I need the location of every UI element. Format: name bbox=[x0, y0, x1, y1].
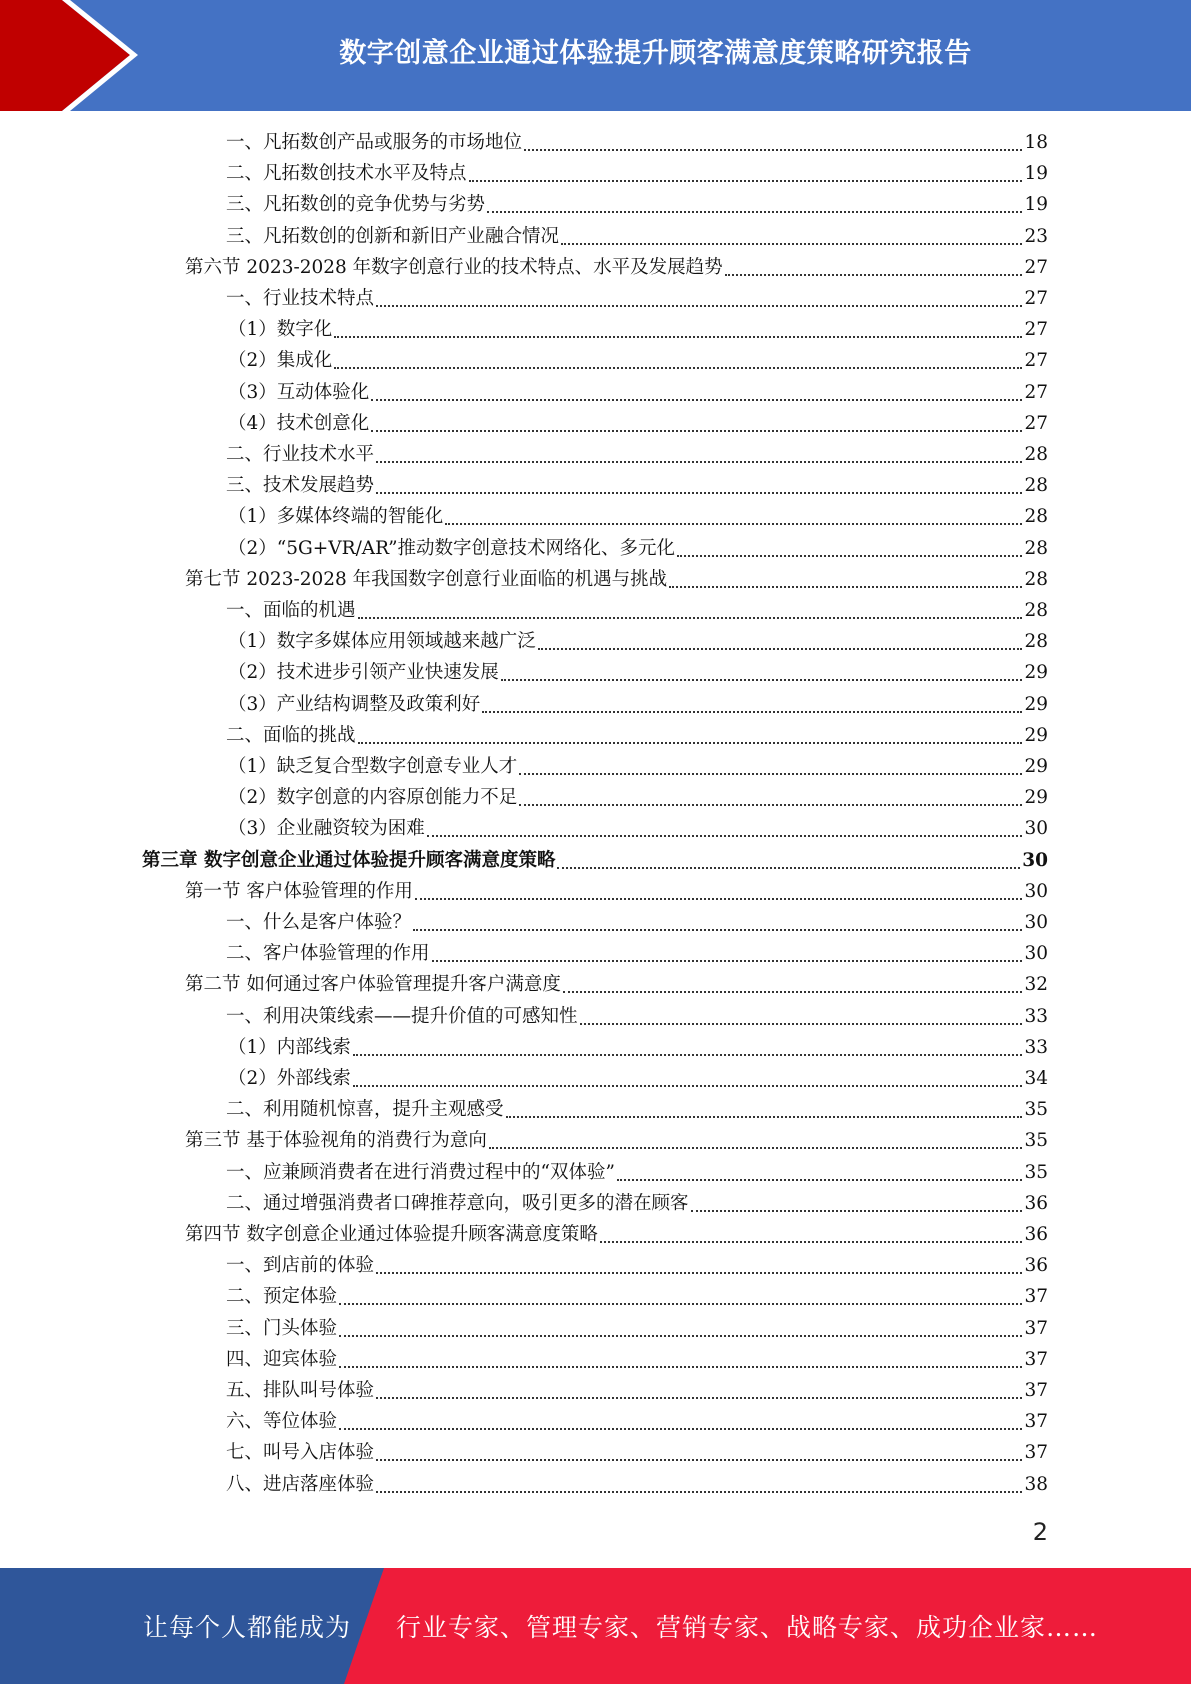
toc-entry-page: 27 bbox=[1024, 381, 1048, 403]
toc-entry[interactable] bbox=[228, 1063, 1048, 1094]
toc-entry-title: （4）技术创意化 bbox=[228, 412, 370, 434]
chevron-arrow-icon bbox=[0, 0, 160, 111]
toc-leader-dots bbox=[376, 1272, 1022, 1274]
toc-entry-title: 第三节 基于体验视角的消费行为意向 bbox=[185, 1130, 487, 1152]
toc-entry-title: 二、面临的挑战 bbox=[226, 724, 356, 746]
toc-entry-title: （3）产业结构调整及政策利好 bbox=[228, 693, 481, 715]
toc-entry-page: 33 bbox=[1024, 1005, 1048, 1027]
footer-slogan-left: 让每个人都能成为 bbox=[143, 1613, 352, 1642]
toc-leader-dots bbox=[371, 399, 1022, 401]
toc-entry-title: 七、叫号入店体验 bbox=[226, 1442, 375, 1464]
toc-entry[interactable] bbox=[226, 283, 1048, 314]
toc-entry-page: 27 bbox=[1024, 412, 1048, 434]
toc-entry[interactable] bbox=[226, 158, 1048, 189]
toc-leader-dots bbox=[557, 867, 1020, 869]
toc-entry-page: 28 bbox=[1024, 444, 1048, 465]
toc-entry[interactable] bbox=[226, 1094, 1048, 1125]
toc-entry-title: （2）外部线索 bbox=[228, 1068, 351, 1089]
toc-leader-dots bbox=[339, 1303, 1022, 1305]
toc-entry[interactable] bbox=[226, 189, 1048, 220]
toc-entry-page: 38 bbox=[1024, 1473, 1048, 1495]
toc-leader-dots bbox=[725, 274, 1023, 276]
toc-entry[interactable] bbox=[226, 938, 1048, 969]
toc-entry-title: 第二节 如何通过客户体验管理提升客户满意度 bbox=[185, 974, 561, 996]
page-header bbox=[0, 0, 1191, 111]
toc-entry-page: 28 bbox=[1024, 537, 1048, 559]
toc-entry-title: （3）互动体验化 bbox=[228, 381, 370, 403]
toc-entry-title: （2）数字创意的内容原创能力不足 bbox=[228, 787, 518, 809]
toc-entry-page: 30 bbox=[1024, 880, 1048, 902]
toc-entry-title: 四、迎宾体验 bbox=[226, 1348, 338, 1370]
toc-entry-page: 37 bbox=[1024, 1317, 1048, 1339]
toc-entry[interactable] bbox=[226, 1001, 1048, 1032]
toc-entry-title: 二、利用随机惊喜，提升主观感受 bbox=[226, 1099, 504, 1121]
toc-entry[interactable] bbox=[185, 1219, 1048, 1250]
toc-entry-page: 19 bbox=[1024, 163, 1048, 185]
toc-entry-title: （1）内部线索 bbox=[228, 1036, 351, 1058]
toc-leader-dots bbox=[339, 1366, 1022, 1368]
toc-entry-title: 二、通过增强消费者口碑推荐意向，吸引更多的潜在顾客 bbox=[226, 1192, 689, 1214]
toc-entry-page: 30 bbox=[1024, 912, 1048, 933]
toc-entry[interactable] bbox=[228, 314, 1048, 345]
toc-entry-title: 六、等位体验 bbox=[226, 1411, 338, 1433]
toc-entry-page: 23 bbox=[1024, 225, 1048, 247]
toc-entry-page: 27 bbox=[1024, 288, 1048, 309]
toc-entry-title: 第四节 数字创意企业通过体验提升顾客满意度策略 bbox=[185, 1224, 598, 1245]
toc-leader-dots bbox=[563, 991, 1023, 993]
toc-entry-title: 五、排队叫号体验 bbox=[226, 1380, 375, 1401]
toc-entry-page: 36 bbox=[1024, 1224, 1048, 1245]
toc-leader-dots bbox=[600, 1241, 1023, 1243]
toc-entry-page: 36 bbox=[1024, 1192, 1048, 1214]
toc-entry-page: 29 bbox=[1024, 693, 1048, 715]
toc-entry[interactable] bbox=[226, 439, 1048, 470]
toc-entry-title: 三、门头体验 bbox=[226, 1317, 338, 1339]
toc-entry[interactable] bbox=[185, 1125, 1048, 1156]
toc-entry[interactable] bbox=[226, 1188, 1048, 1219]
toc-entry-page: 28 bbox=[1024, 600, 1048, 621]
toc-leader-dots bbox=[339, 1428, 1022, 1430]
toc-entry-title: 一、凡拓数创产品或服务的市场地位 bbox=[226, 132, 523, 153]
toc-entry-title: （2）集成化 bbox=[228, 350, 333, 372]
toc-leader-dots bbox=[538, 648, 1023, 650]
toc-entry-title: （1）数字化 bbox=[228, 319, 333, 341]
toc-entry-page: 27 bbox=[1024, 350, 1048, 372]
toc-entry[interactable] bbox=[228, 533, 1048, 564]
toc-leader-dots bbox=[445, 523, 1022, 525]
toc-leader-dots bbox=[691, 1210, 1023, 1212]
toc-entry-page: 18 bbox=[1024, 132, 1048, 153]
toc-leader-dots bbox=[376, 461, 1022, 463]
toc-leader-dots bbox=[487, 211, 1022, 213]
toc-entry[interactable] bbox=[226, 1281, 1048, 1312]
toc-entry-title: 二、客户体验管理的作用 bbox=[226, 943, 430, 965]
toc-leader-dots bbox=[413, 929, 1022, 931]
toc-leader-dots bbox=[334, 336, 1022, 338]
toc-entry-title: （2）技术进步引领产业快速发展 bbox=[228, 662, 499, 684]
toc-entry-title: 三、凡拓数创的竞争优势与劣势 bbox=[226, 194, 486, 216]
toc-leader-dots bbox=[580, 1023, 1023, 1025]
toc-entry[interactable] bbox=[226, 907, 1048, 938]
toc-entry[interactable] bbox=[228, 751, 1048, 782]
toc-entry[interactable] bbox=[228, 689, 1048, 720]
toc-leader-dots bbox=[489, 1147, 1023, 1149]
toc-entry-page: 29 bbox=[1024, 787, 1048, 809]
toc-entry-title: （1）多媒体终端的智能化 bbox=[228, 506, 444, 528]
toc-leader-dots bbox=[677, 555, 1022, 557]
toc-entry-page: 36 bbox=[1024, 1255, 1048, 1277]
toc-entry-title: 一、什么是客户体验？ bbox=[226, 912, 412, 933]
toc-entry-title: （1）数字多媒体应用领域越来越广泛 bbox=[228, 631, 536, 653]
toc-entry[interactable] bbox=[226, 1313, 1048, 1344]
toc-entry[interactable] bbox=[228, 813, 1048, 844]
toc-entry-title: 八、进店落座体验 bbox=[226, 1473, 375, 1495]
toc-entry-title: 第七节 2023-2028 年我国数字创意行业面临的机遇与挑战 bbox=[185, 568, 668, 590]
toc-entry[interactable] bbox=[228, 657, 1048, 688]
toc-leader-dots bbox=[376, 305, 1022, 307]
toc-leader-dots bbox=[469, 180, 1023, 182]
toc-entry-page: 29 bbox=[1024, 756, 1048, 777]
toc-leader-dots bbox=[432, 960, 1023, 962]
toc-entry-title: 三、技术发展趋势 bbox=[226, 475, 375, 497]
toc-leader-dots bbox=[358, 617, 1023, 619]
footer-slogan-right: 行业专家、管理专家、营销专家、战略专家、成功企业家…… bbox=[396, 1613, 1099, 1642]
toc-leader-dots bbox=[376, 1491, 1022, 1493]
toc-entry-title: 二、凡拓数创技术水平及特点 bbox=[226, 163, 467, 185]
toc-entry-page: 35 bbox=[1024, 1130, 1048, 1152]
toc-entry-title: 三、凡拓数创的创新和新旧产业融合情况 bbox=[226, 225, 560, 247]
toc-entry[interactable] bbox=[226, 470, 1048, 501]
toc-entry-page: 37 bbox=[1024, 1286, 1048, 1308]
toc-entry[interactable] bbox=[228, 345, 1048, 376]
toc-entry-page: 29 bbox=[1024, 662, 1048, 684]
toc-entry-title: 一、到店前的体验 bbox=[226, 1255, 375, 1277]
toc-entry[interactable] bbox=[185, 564, 1048, 595]
toc-entry[interactable] bbox=[185, 876, 1048, 907]
toc-entry[interactable] bbox=[226, 1375, 1048, 1406]
toc-leader-dots bbox=[339, 1335, 1022, 1337]
toc-entry[interactable] bbox=[185, 252, 1048, 283]
toc-leader-dots bbox=[353, 1054, 1023, 1056]
toc-leader-dots bbox=[524, 149, 1022, 151]
toc-entry[interactable] bbox=[228, 408, 1048, 439]
page-number: 2 bbox=[1032, 1518, 1048, 1546]
toc-leader-dots bbox=[371, 430, 1022, 432]
toc-entry-page: 28 bbox=[1024, 631, 1048, 653]
toc-entry-title: 第三章 数字创意企业通过体验提升顾客满意度策略 bbox=[142, 849, 556, 871]
toc-entry-page: 35 bbox=[1024, 1161, 1048, 1183]
toc-entry-title: 二、预定体验 bbox=[226, 1286, 338, 1308]
toc-leader-dots bbox=[334, 367, 1022, 369]
toc-entry-title: 一、面临的机遇 bbox=[226, 600, 356, 621]
toc-leader-dots bbox=[506, 1116, 1023, 1118]
toc-leader-dots bbox=[358, 742, 1023, 744]
toc-leader-dots bbox=[427, 835, 1023, 837]
toc-leader-dots bbox=[353, 1085, 1023, 1087]
toc-entry-page: 37 bbox=[1024, 1411, 1048, 1433]
toc-entry-page: 37 bbox=[1024, 1348, 1048, 1370]
toc-leader-dots bbox=[376, 1459, 1022, 1461]
toc-entry-page: 28 bbox=[1024, 475, 1048, 497]
toc-entry-page: 28 bbox=[1024, 506, 1048, 528]
toc-entry[interactable] bbox=[228, 1032, 1048, 1063]
toc-entry-page: 30 bbox=[1022, 849, 1048, 871]
toc-entry-page: 19 bbox=[1024, 194, 1048, 216]
toc-leader-dots bbox=[376, 492, 1022, 494]
toc-entry[interactable] bbox=[226, 1157, 1048, 1188]
report-title: 数字创意企业通过体验提升顾客满意度策略研究报告 bbox=[339, 37, 972, 69]
toc-leader-dots bbox=[482, 711, 1022, 713]
toc-entry-page: 34 bbox=[1024, 1068, 1048, 1089]
toc-entry-title: （2）“5G+VR/AR”推动数字创意技术网络化、多元化 bbox=[228, 537, 676, 559]
toc-entry[interactable] bbox=[142, 845, 1048, 876]
toc-entry-title: 一、应兼顾消费者在进行消费过程中的“双体验” bbox=[226, 1161, 615, 1183]
toc-entry-page: 37 bbox=[1024, 1442, 1048, 1464]
toc-entry-title: 第一节 客户体验管理的作用 bbox=[185, 880, 413, 902]
toc-entry-title: （3）企业融资较为困难 bbox=[228, 818, 425, 840]
toc-entry-title: 一、行业技术特点 bbox=[226, 288, 375, 309]
toc-entry[interactable] bbox=[226, 595, 1048, 626]
toc-entry-page: 33 bbox=[1024, 1036, 1048, 1058]
toc-entry-title: 第六节 2023-2028 年数字创意行业的技术特点、水平及发展趋势 bbox=[185, 256, 723, 278]
toc-entry-page: 30 bbox=[1024, 943, 1048, 965]
toc-entry[interactable] bbox=[226, 1406, 1048, 1437]
toc-entry[interactable] bbox=[226, 1437, 1048, 1468]
toc-entry-title: 一、利用决策线索——提升价值的可感知性 bbox=[226, 1005, 578, 1027]
toc-entry[interactable] bbox=[226, 1344, 1048, 1375]
toc-entry[interactable] bbox=[226, 720, 1048, 751]
toc-entry-title: （1）缺乏复合型数字创意专业人才 bbox=[228, 756, 518, 777]
page-footer bbox=[0, 1568, 1191, 1684]
toc-entry-page: 37 bbox=[1024, 1380, 1048, 1401]
toc-leader-dots bbox=[415, 898, 1023, 900]
toc-entry-page: 32 bbox=[1024, 974, 1048, 996]
toc-entry-page: 35 bbox=[1024, 1099, 1048, 1121]
toc-entry-page: 28 bbox=[1024, 568, 1048, 590]
toc-leader-dots bbox=[501, 679, 1023, 681]
toc-entry[interactable] bbox=[228, 626, 1048, 657]
toc-leader-dots bbox=[519, 804, 1022, 806]
toc-leader-dots bbox=[669, 586, 1022, 588]
toc-leader-dots bbox=[376, 1397, 1022, 1399]
toc-entry-page: 29 bbox=[1024, 724, 1048, 746]
toc-entry[interactable] bbox=[228, 377, 1048, 408]
toc-entry-page: 30 bbox=[1024, 818, 1048, 840]
toc-entry-title: 二、行业技术水平 bbox=[226, 444, 375, 465]
toc-entry[interactable] bbox=[226, 1250, 1048, 1281]
toc-leader-dots bbox=[561, 243, 1022, 245]
toc-entry[interactable] bbox=[228, 501, 1048, 532]
toc-leader-dots bbox=[519, 773, 1022, 775]
toc-entry-page: 27 bbox=[1024, 256, 1048, 278]
toc-entry[interactable] bbox=[185, 969, 1048, 1000]
toc-entry[interactable] bbox=[226, 127, 1048, 158]
toc-entry[interactable] bbox=[228, 782, 1048, 813]
toc-entry-page: 27 bbox=[1024, 319, 1048, 341]
toc-entry[interactable] bbox=[226, 1469, 1048, 1500]
toc-leader-dots bbox=[617, 1179, 1023, 1181]
toc-entry[interactable] bbox=[226, 221, 1048, 252]
